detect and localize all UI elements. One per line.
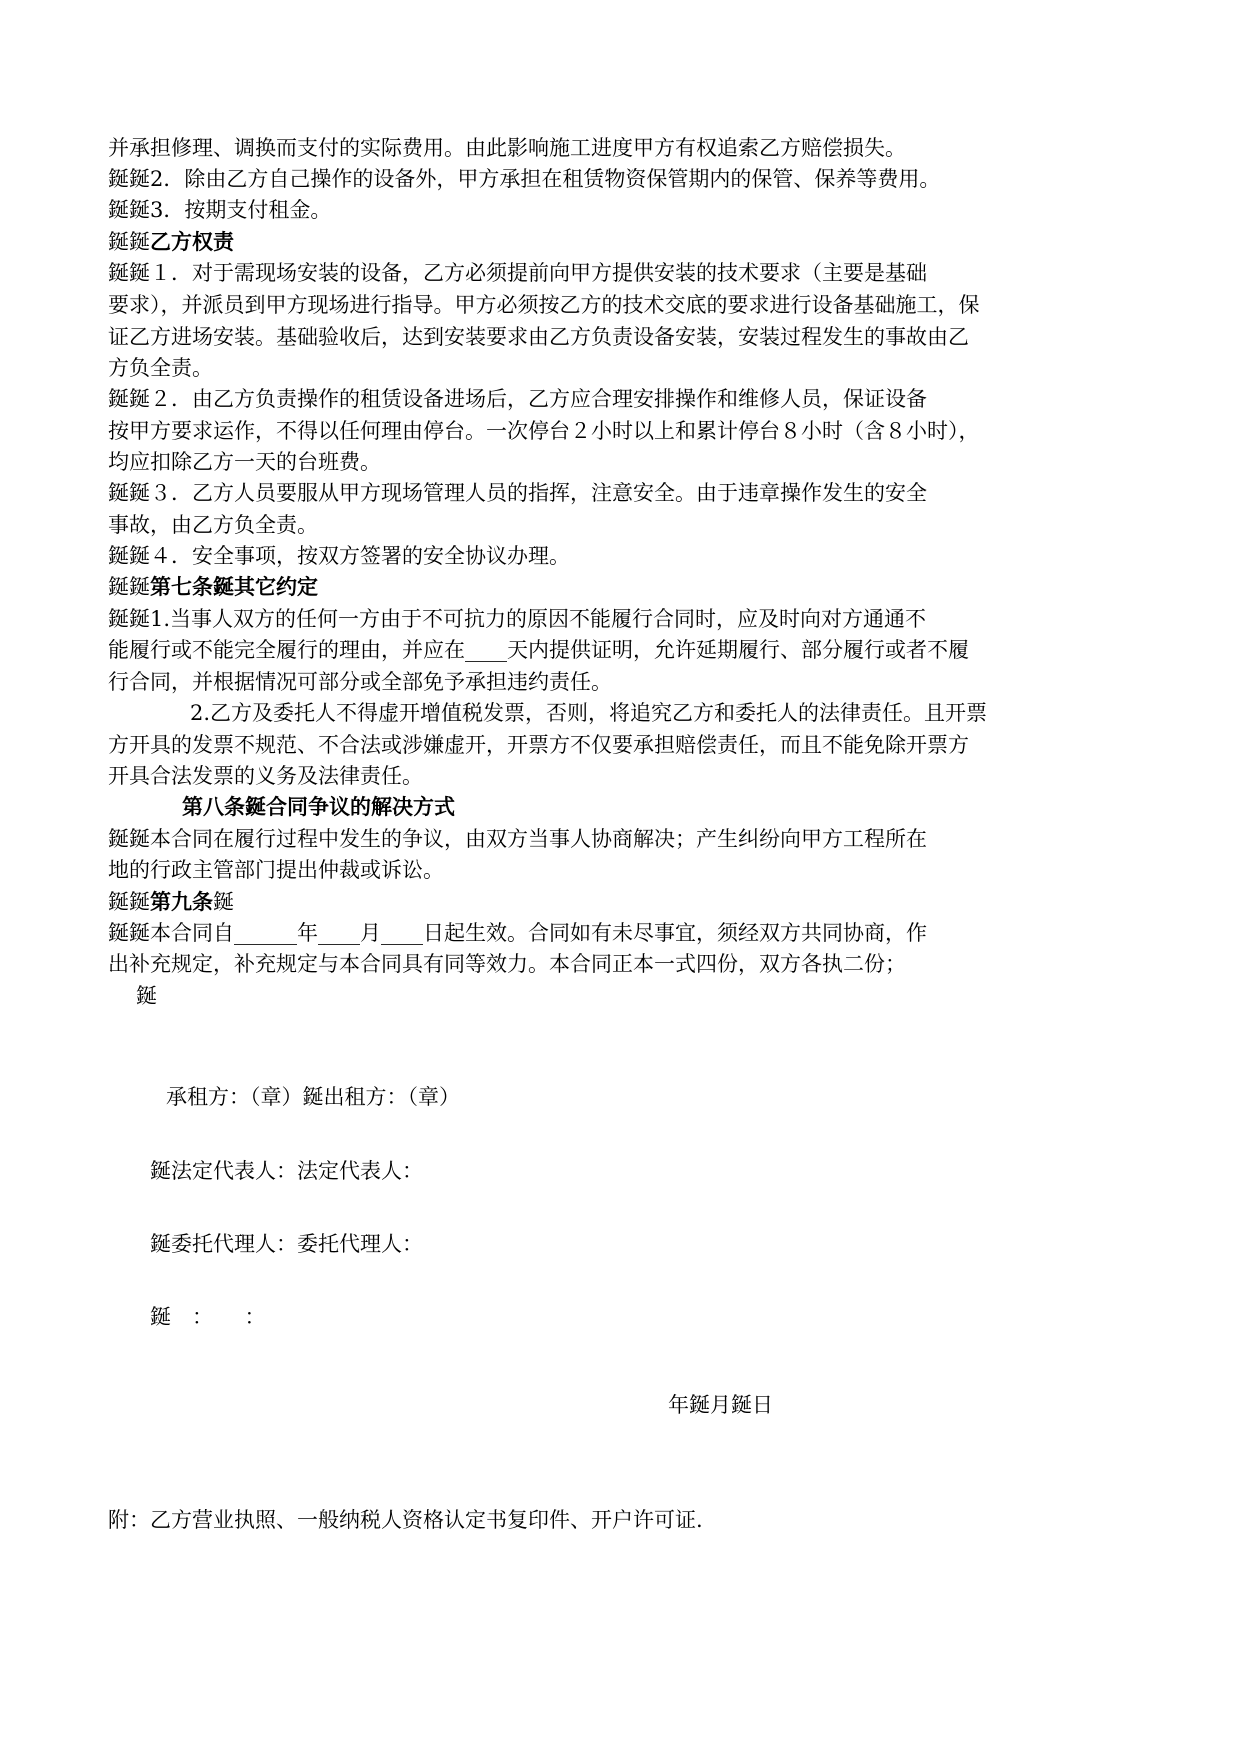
text-span: 鋋委托代理人：委托代理人： — [150, 1232, 423, 1256]
text-span: 鋋鋋 — [108, 890, 150, 914]
text-span: 鋋 — [136, 984, 157, 1008]
text-span: 地的行政主管部门提出仲裁或诉讼。 — [108, 858, 444, 882]
text-span: 鋋鋋2．除由乙方自己操作的设备外，甲方承担在租赁物资保管期内的保管、保养等费用。 — [108, 167, 941, 191]
text-line — [108, 196, 331, 224]
text-line — [108, 323, 969, 351]
text-line — [108, 417, 980, 445]
text-span: 鋋鋋３．乙方人员要服从甲方现场管理人员的指挥，注意安全。由于违章操作发生的安全 — [108, 481, 927, 505]
text-span: 行合同，并根据情况可部分或全部免予承担违约责任。 — [108, 670, 612, 694]
text-line — [108, 511, 318, 539]
section-heading-line — [108, 228, 234, 256]
text-line — [108, 165, 940, 193]
text-line — [136, 982, 157, 1010]
attachment-note — [108, 1506, 703, 1534]
text-span: 开具合法发票的义务及法律责任。 — [108, 764, 423, 788]
text-line — [108, 354, 213, 382]
text-span: 年鋋月鋋日 — [668, 1393, 773, 1417]
text-line — [108, 479, 927, 507]
text-span: 均应扣除乙方一天的台班费。 — [108, 450, 381, 474]
text-span: 鋋鋋２．由乙方负责操作的租赁设备进场后，乙方应合理安排操作和维修人员，保证设备 — [108, 387, 927, 411]
text-line — [108, 134, 906, 162]
text-span: 承租方：（章）鋋出租方：（章） — [166, 1085, 460, 1109]
text-span: 事故，由乙方负全责。 — [108, 513, 318, 537]
text-line — [108, 291, 980, 319]
text-line — [190, 699, 987, 727]
text-span: 能履行或不能完全履行的理由，并应在____天内提供证明，允许延期履行、部分履行或者不履 — [108, 638, 969, 662]
text-line — [108, 259, 927, 287]
text-line — [108, 542, 570, 570]
section-heading-line — [108, 888, 234, 916]
section-heading: 乙方权责 — [150, 229, 234, 254]
text-span: 要求），并派员到甲方现场进行指导。甲方必须按乙方的技术交底的要求进行设备基础施工，保 — [108, 293, 980, 317]
text-span: 鋋 — [213, 890, 234, 914]
section-heading: 第九条 — [150, 889, 213, 914]
text-span: 出补充规定，补充规定与本合同具有同等效力。本合同正本一式四份，双方各执二份； — [108, 952, 906, 976]
text-line — [108, 919, 927, 947]
signature-line — [150, 1303, 266, 1331]
text-span: 鋋鋋 — [108, 230, 150, 254]
signature-line — [166, 1083, 460, 1111]
text-span: 方开具的发票不规范、不合法或涉嫌虚开，开票方不仅要承担赔偿责任，而且不能免除开票方 — [108, 733, 969, 757]
text-span: 方负全责。 — [108, 356, 213, 380]
text-span: 第八条鋋合同争议的解决方式 — [182, 794, 455, 819]
text-line — [108, 950, 906, 978]
text-span: 按甲方要求运作，不得以任何理由停台。一次停台２小时以上和累计停台８小时（含８小时）， — [108, 419, 980, 443]
text-line — [108, 668, 612, 696]
text-line — [108, 856, 444, 884]
signature-line — [150, 1157, 423, 1185]
text-span: 鋋鋋４．安全事项，按双方签署的安全协议办理。 — [108, 544, 570, 568]
text-span: 鋋 ： ： — [150, 1305, 266, 1329]
text-span: 证乙方进场安装。基础验收后，达到安装要求由乙方负责设备安装，安装过程发生的事故由乙 — [108, 325, 969, 349]
section-heading — [182, 793, 455, 821]
text-span: 鋋鋋１．对于需现场安装的设备，乙方必须提前向甲方提供安装的技术要求（主要是基础 — [108, 261, 927, 285]
section-heading-line — [108, 573, 318, 601]
text-line — [108, 825, 927, 853]
text-span: 鋋鋋本合同在履行过程中发生的争议，由双方当事人协商解决；产生纠纷向甲方工程所在 — [108, 827, 927, 851]
text-span: 鋋鋋 — [108, 575, 150, 599]
text-line — [108, 385, 927, 413]
text-span: 鋋鋋1.当事人双方的任何一方由于不可抗力的原因不能履行合同时，应及时向对方通通不 — [108, 607, 927, 631]
text-span: 鋋法定代表人：法定代表人： — [150, 1159, 423, 1183]
text-line — [108, 636, 969, 664]
text-span: 并承担修理、调换而支付的实际费用。由此影响施工进度甲方有权追索乙方赔偿损失。 — [108, 136, 906, 160]
text-span: 2.乙方及委托人不得虚开增值税发票，否则，将追究乙方和委托人的法律责任。且开票 — [190, 701, 988, 725]
signature-line — [150, 1230, 423, 1258]
text-line — [108, 605, 926, 633]
date-line — [668, 1391, 773, 1419]
text-line — [108, 762, 423, 790]
text-span: 鋋鋋3．按期支付租金。 — [108, 198, 332, 222]
section-heading: 第七条鋋其它约定 — [150, 574, 318, 599]
text-line — [108, 448, 381, 476]
text-span: 附：乙方营业执照、一般纳税人资格认定书复印件、开户许可证. — [108, 1508, 703, 1532]
text-span: 鋋鋋本合同自______年____月____日起生效。合同如有未尽事宜，须经双方共同协商，作 — [108, 921, 927, 945]
text-line — [108, 731, 969, 759]
